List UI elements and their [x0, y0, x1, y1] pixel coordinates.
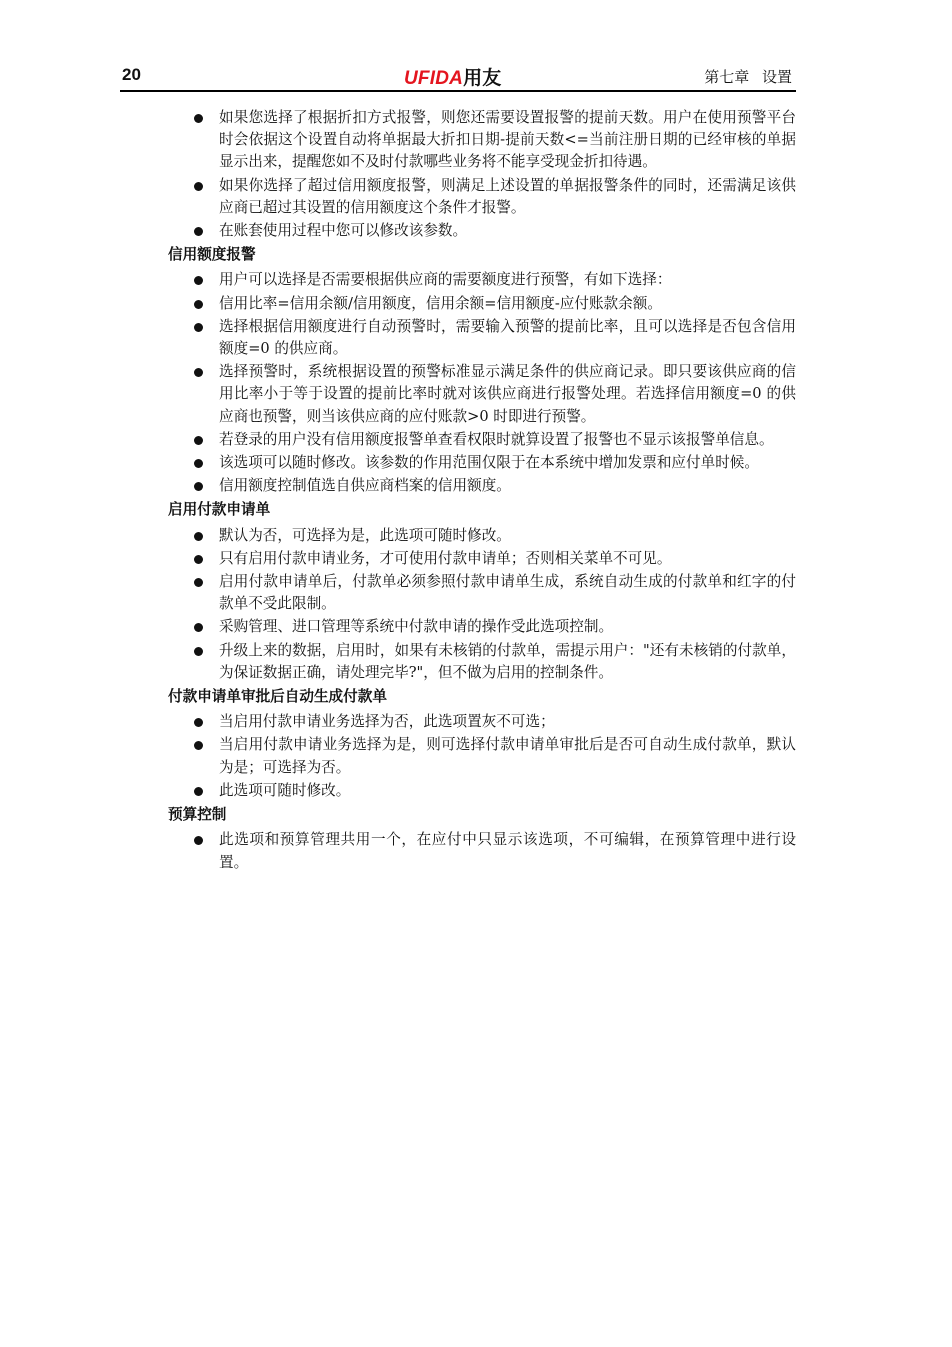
bullet-icon: [194, 368, 203, 377]
list-item: [168, 452, 796, 474]
list-item: [168, 525, 796, 547]
list-item-text: 当启用付款申请业务选择为否，此选项置灰不可选；: [219, 713, 555, 731]
list-item: [168, 316, 796, 360]
bullet-icon: [194, 836, 203, 845]
bullet-icon: [194, 718, 203, 727]
bullet-icon: [194, 114, 203, 123]
list-item: [168, 361, 796, 428]
bullet-icon: [194, 300, 203, 309]
intro-list: [168, 107, 796, 242]
list-item: [168, 616, 796, 638]
bullet-icon: [194, 578, 203, 587]
bullet-icon: [194, 182, 203, 191]
logo-brand-chinese: 用友: [463, 68, 502, 89]
list-item: [168, 780, 796, 802]
list-item: [168, 220, 796, 242]
page-number: 20: [122, 65, 141, 84]
bullet-icon: [194, 276, 203, 285]
bullet-icon: [194, 647, 203, 656]
list-item-text: 默认为否，可选择为是，此选项可随时修改。: [219, 526, 511, 544]
list-item: [168, 475, 796, 497]
page-header: [120, 62, 796, 92]
list-item-text: 信用额度控制值选自供应商档案的信用额度。: [219, 477, 511, 495]
list-item-text: 若登录的用户没有信用额度报警单查看权限时就算设置了报警也不显示该报警单信息。: [219, 430, 774, 448]
list-item: [168, 640, 796, 684]
budget-control-list: [168, 829, 796, 873]
bullet-icon: [194, 482, 203, 491]
list-item-text: 此选项和预算管理共用一个，在应付中只显示该选项，不可编辑，在预算管理中进行设置。: [219, 831, 796, 871]
bullet-icon: [194, 227, 203, 236]
logo-brand-latin: UFIDA: [404, 68, 464, 89]
list-item: [168, 829, 796, 873]
ufida-logo: [404, 63, 501, 90]
section-title-budget-control: 预算控制: [168, 806, 227, 824]
list-item-text: 只有启用付款申请业务，才可使用付款申请单；否则相关菜单不可见。: [219, 549, 672, 567]
bullet-icon: [194, 323, 203, 332]
chapter-title: 第七章 设置: [704, 68, 792, 86]
bullet-icon: [194, 459, 203, 468]
bullet-icon: [194, 623, 203, 632]
list-item: [168, 571, 796, 615]
list-item-text: 用户可以选择是否需要根据供应商的需要额度进行预警，有如下选择：: [219, 271, 672, 289]
list-item-text: 选择预警时，系统根据设置的预警标准显示满足条件的供应商记录。即只要该供应商的信用比率小于等于设置的提前比率时就对该供应商进行报警处理。若选择信用额度=0 的供应商也预警，则当该供应商的应付账款>0 时即进行预警。: [219, 363, 796, 425]
auto-generate-list: [168, 711, 796, 802]
list-item: [168, 548, 796, 570]
bullet-icon: [194, 555, 203, 564]
list-item: [168, 175, 796, 219]
bullet-icon: [194, 787, 203, 796]
section-title-credit-alert: 信用额度报警: [168, 246, 256, 264]
list-item-text: 启用付款申请单后，付款单必须参照付款申请单生成，系统自动生成的付款单和红字的付款单不受此限制。: [219, 573, 796, 613]
list-item-text: 当启用付款申请业务选择为是，则可选择付款申请单审批后是否可自动生成付款单，默认为是；可选择为否。: [219, 736, 796, 776]
payment-request-list: [168, 525, 796, 684]
list-item-text: 采购管理、进口管理等系统中付款申请的操作受此选项控制。: [219, 618, 614, 636]
document-body: [168, 107, 796, 875]
bullet-icon: [194, 741, 203, 750]
section-title-payment-request: 启用付款申请单: [168, 501, 271, 519]
list-item-text: 选择根据信用额度进行自动预警时，需要输入预警的提前比率，且可以选择是否包含信用额度=0 的供应商。: [219, 317, 796, 358]
list-item: [168, 293, 796, 315]
list-item-text: 如果您选择了根据折扣方式报警，则您还需要设置报警的提前天数。用户在使用预警平台时会依据这个设置自动将单据最大折扣日期-提前天数<=当前注册日期的已经审核的单据显示出来，提醒您如不及时付款哪些业务将不能享受现金折扣待遇。: [219, 109, 796, 171]
list-item: [168, 711, 796, 733]
list-item: [168, 269, 796, 291]
bullet-icon: [194, 436, 203, 445]
list-item-text: 该选项可以随时修改。该参数的作用范围仅限于在本系统中增加发票和应付单时候。: [219, 454, 759, 472]
list-item-text: 此选项可随时修改。: [219, 781, 351, 799]
section-title-auto-generate: 付款申请单审批后自动生成付款单: [168, 688, 387, 706]
bullet-icon: [194, 532, 203, 541]
list-item-text: 升级上来的数据，启用时，如果有未核销的付款单，需提示用户："还有未核销的付款单，为保证数据正确，请处理完毕?"，但不做为启用的控制条件。: [219, 641, 796, 681]
credit-alert-list: [168, 269, 796, 497]
list-item-text: 如果你选择了超过信用额度报警，则满足上述设置的单据报警条件的同时，还需满足该供应商已超过其设置的信用额度这个条件才报警。: [219, 176, 796, 216]
list-item: [168, 107, 796, 174]
list-item: [168, 429, 796, 451]
list-item-text: 信用比率=信用余额/信用额度，信用余额=信用额度-应付账款余额。: [219, 294, 662, 312]
list-item: [168, 734, 796, 778]
list-item-text: 在账套使用过程中您可以修改该参数。: [219, 222, 468, 240]
